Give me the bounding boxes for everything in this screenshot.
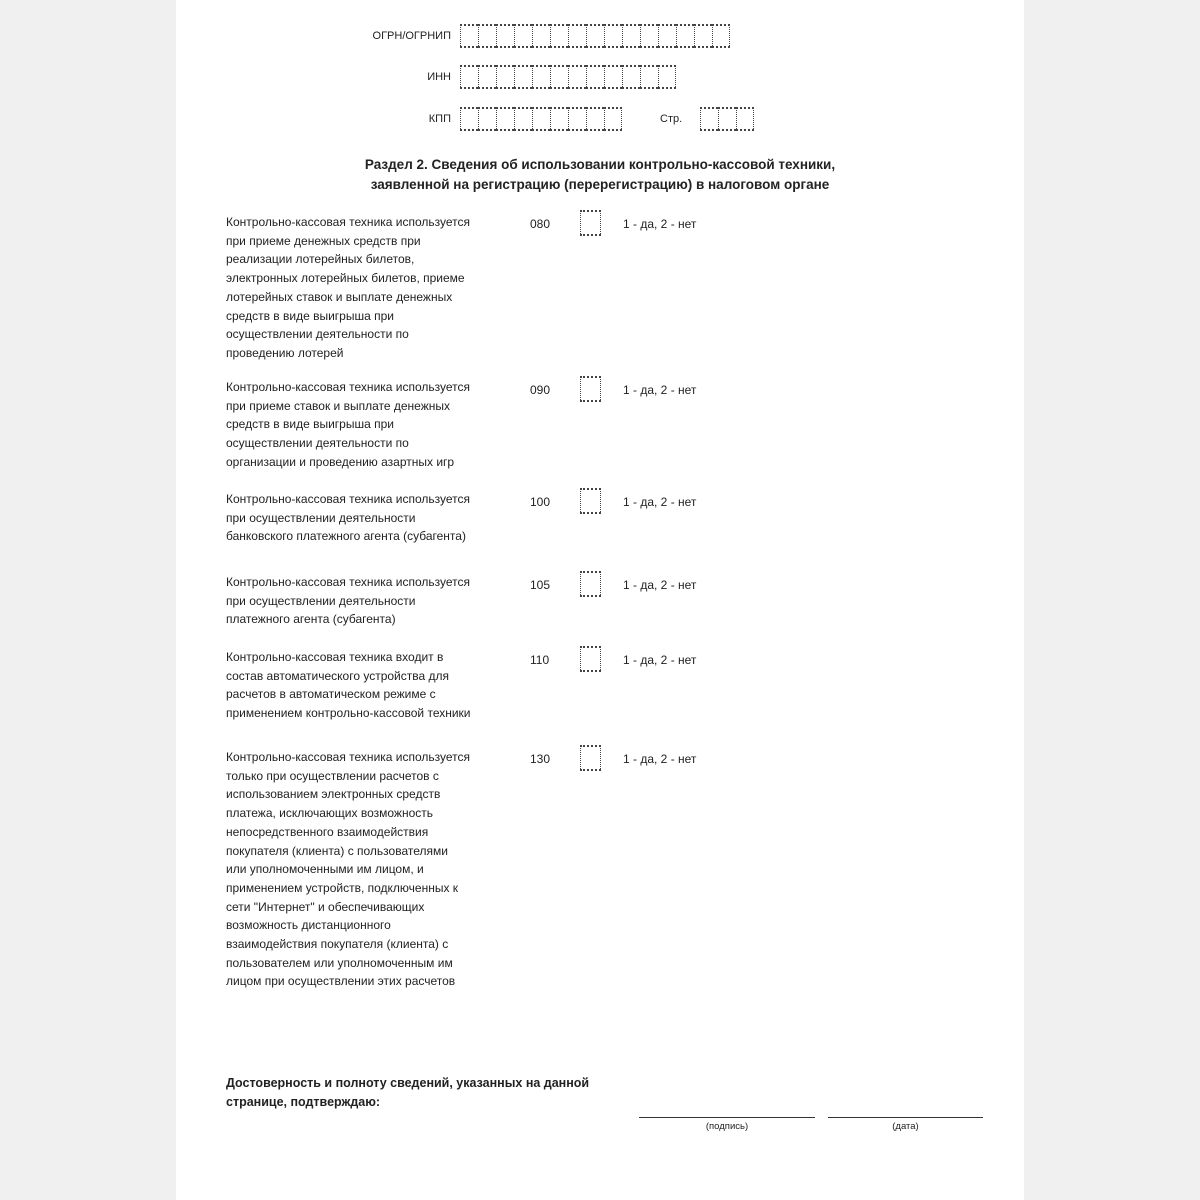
row-130-code: 130 <box>530 752 551 766</box>
section-title-line-1: Раздел 2. Сведения об использовании контрольно-кассовой техники, <box>364 157 836 172</box>
row-110-hint: 1 - да, 2 - нет <box>623 653 697 667</box>
row-080-text: Контрольно-кассовая техника используется при приеме денежных средств при реализации лотерейных билетов, электронных лотерейных билетов, приеме лотерейных ставок и выплате денежных средств в виде выигрыша при осуществлении деятельности по проведению лотерей <box>226 215 471 360</box>
row-090-input-box[interactable] <box>580 376 601 402</box>
row-105-code: 105 <box>530 578 551 592</box>
row-105-input-box[interactable] <box>580 571 601 597</box>
row-110-text: Контрольно-кассовая техника входит в состав автоматического устройства для расчетов в автоматическом режиме с применением контрольно-кассовой техники <box>226 650 471 721</box>
row-080-hint: 1 - да, 2 - нет <box>623 217 697 231</box>
row-080-input-box[interactable] <box>580 210 601 236</box>
ogrn-label: ОГРН/ОГРНИП <box>372 30 451 42</box>
row-130-input-box[interactable] <box>580 745 601 771</box>
inn-field[interactable] <box>460 65 676 89</box>
section-title-line-2: заявленной на регистрацию (перерегистрацию) в налоговом органе <box>370 177 830 192</box>
row-110-input-box[interactable] <box>580 646 601 672</box>
row-100-text: Контрольно-кассовая техника используется при осуществлении деятельности банковского платежного агента (субагента) <box>226 492 471 544</box>
row-090-text: Контрольно-кассовая техника используется при приеме ставок и выплате денежных средств в виде выигрыша при осуществлении деятельности по организации и проведению азартных игр <box>226 380 471 469</box>
row-090-code: 090 <box>530 383 551 397</box>
row-100-code: 100 <box>530 495 551 509</box>
page-number-field[interactable] <box>700 107 754 131</box>
row-080-code: 080 <box>530 217 551 231</box>
signature-label: (подпись) <box>705 1121 749 1132</box>
row-105-text: Контрольно-кассовая техника используется при осуществлении деятельности платежного агента (субагента) <box>226 575 471 627</box>
ogrn-field[interactable] <box>460 24 730 48</box>
row-100-input-box[interactable] <box>580 488 601 514</box>
signature-line[interactable] <box>639 1117 815 1118</box>
row-110-code: 110 <box>530 653 550 667</box>
inn-label: ИНН <box>427 71 451 83</box>
kpp-field[interactable] <box>460 107 622 131</box>
confirmation-text: Достоверность и полноту сведений, указанных на данной странице, подтверждаю: <box>226 1076 590 1109</box>
row-100-hint: 1 - да, 2 - нет <box>623 495 697 509</box>
page-number-label: Стр. <box>660 113 683 125</box>
date-line[interactable] <box>828 1117 983 1118</box>
row-105-hint: 1 - да, 2 - нет <box>623 578 697 592</box>
date-label: (дата) <box>892 1121 919 1132</box>
row-130-text: Контрольно-кассовая техника используется только при осуществлении расчетов с использованием электронных средств платежа, исключающих возможность непосредственного взаимодействия покупателя (клиента) с пользователями или уполномоченными им лицом, и применением устройств, подключенных к сети "Интернет" и обеспечивающих возможность дистанционного взаимодействия покупателя (клиента) с пользователем или уполномоченным им лицом при осуществлении этих расчетов <box>226 750 471 989</box>
kpp-label: КПП <box>428 113 451 125</box>
section-title <box>176 155 1024 195</box>
form-page <box>176 0 1024 1200</box>
row-090-hint: 1 - да, 2 - нет <box>623 383 697 397</box>
row-130-hint: 1 - да, 2 - нет <box>623 752 697 766</box>
